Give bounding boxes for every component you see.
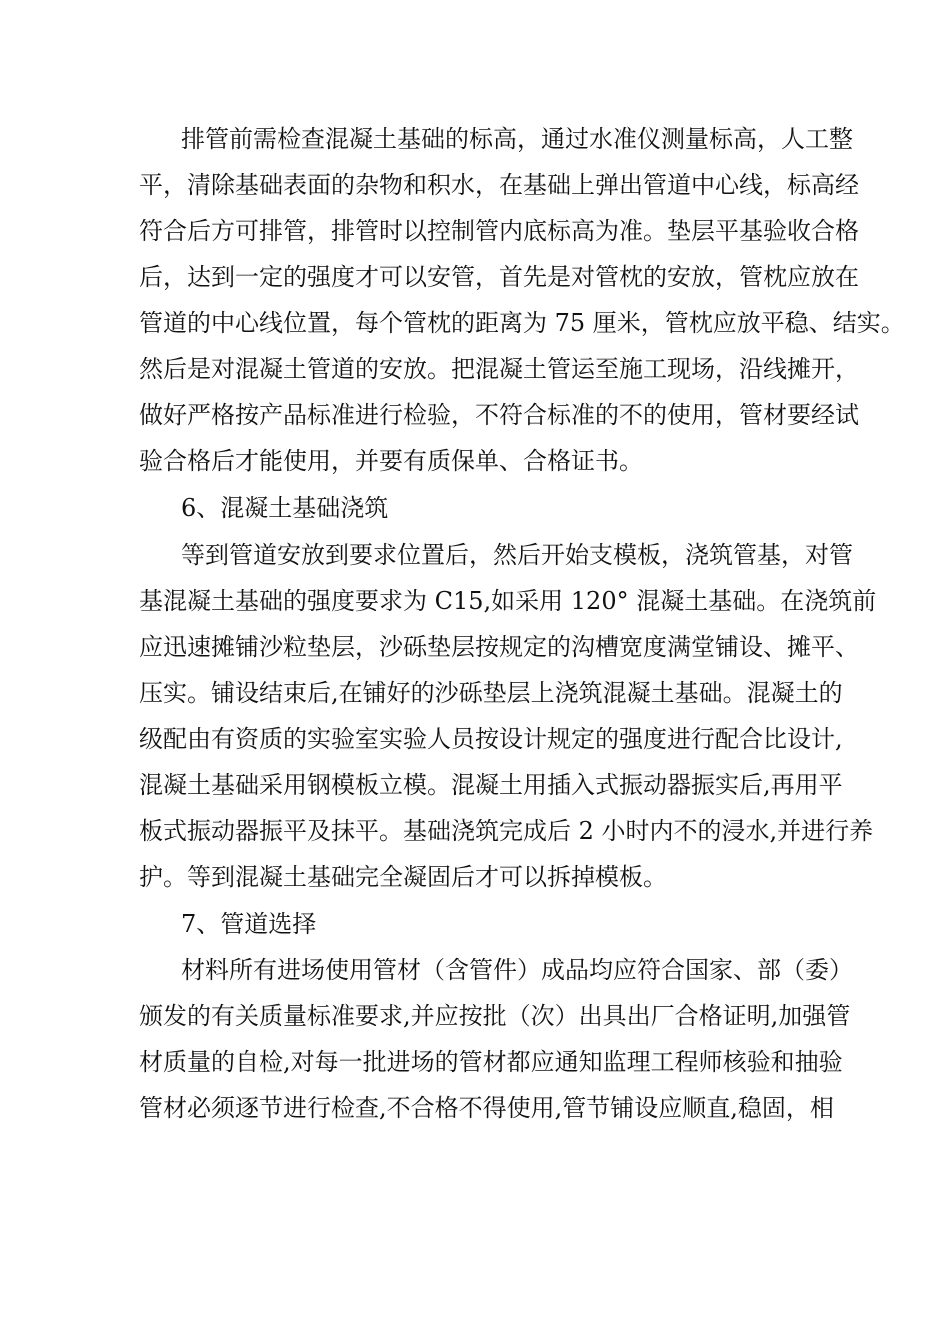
paragraph-6-line-6: 混凝土基础采用钢模板立模。混凝土用插入式振动器振实后,再用平	[139, 771, 843, 799]
paragraph-7-line-4: 管材必须逐节进行检查,不合格不得使用,管节铺设应顺直,稳固，相	[139, 1094, 834, 1122]
section-heading-7: 7、管道选择	[181, 910, 317, 938]
paragraph-5-line-8: 验合格后才能使用，并要有质保单、合格证书。	[139, 447, 643, 475]
paragraph-6-line-5: 级配由有资质的实验室实验人员按设计规定的强度进行配合比设计,	[139, 725, 843, 753]
paragraph-6-line-2: 基混凝土基础的强度要求为 C15,如采用 120° 混凝土基础。在浇筑前	[139, 587, 877, 615]
paragraph-5-line-7: 做好严格按产品标准进行检验，不符合标准的不的使用，管材要经试	[139, 401, 859, 429]
paragraph-6-line-7: 板式振动器振平及抹平。基础浇筑完成后 2 小时内不的浸水,并进行养	[139, 817, 874, 845]
paragraph-5-line-4: 后，达到一定的强度才可以安管，首先是对管枕的安放，管枕应放在	[139, 263, 859, 291]
paragraph-5-line-5: 管道的中心线位置，每个管枕的距离为 75 厘米，管枕应放平稳、结实。	[139, 309, 905, 337]
paragraph-7-line-2: 颁发的有关质量标准要求,并应按批（次）出具出厂合格证明,加强管	[139, 1002, 851, 1030]
paragraph-6-line-3: 应迅速摊铺沙粒垫层，沙砾垫层按规定的沟槽宽度满堂铺设、摊平、	[139, 633, 859, 661]
paragraph-5-line-1: 排管前需检查混凝土基础的标高，通过水准仪测量标高，人工整	[181, 125, 853, 153]
paragraph-7-line-3: 材质量的自检,对每一批进场的管材都应通知监理工程师核验和抽验	[139, 1048, 843, 1076]
paragraph-5-line-2: 平，清除基础表面的杂物和积水，在基础上弹出管道中心线，标高经	[139, 171, 859, 199]
paragraph-6-line-1: 等到管道安放到要求位置后，然后开始支模板，浇筑管基，对管	[181, 541, 853, 569]
paragraph-5-line-6: 然后是对混凝土管道的安放。把混凝土管运至施工现场，沿线摊开，	[139, 355, 859, 383]
paragraph-5-line-3: 符合后方可排管，排管时以控制管内底标高为准。垫层平基验收合格	[139, 217, 859, 245]
paragraph-6-line-8: 护。等到混凝土基础完全凝固后才可以拆掉模板。	[139, 863, 667, 891]
section-heading-6: 6、混凝土基础浇筑	[181, 494, 389, 522]
paragraph-6-line-4: 压实。铺设结束后,在铺好的沙砾垫层上浇筑混凝土基础。混凝土的	[139, 679, 843, 707]
paragraph-7-line-1: 材料所有进场使用管材（含管件）成品均应符合国家、部（委）	[181, 956, 853, 984]
